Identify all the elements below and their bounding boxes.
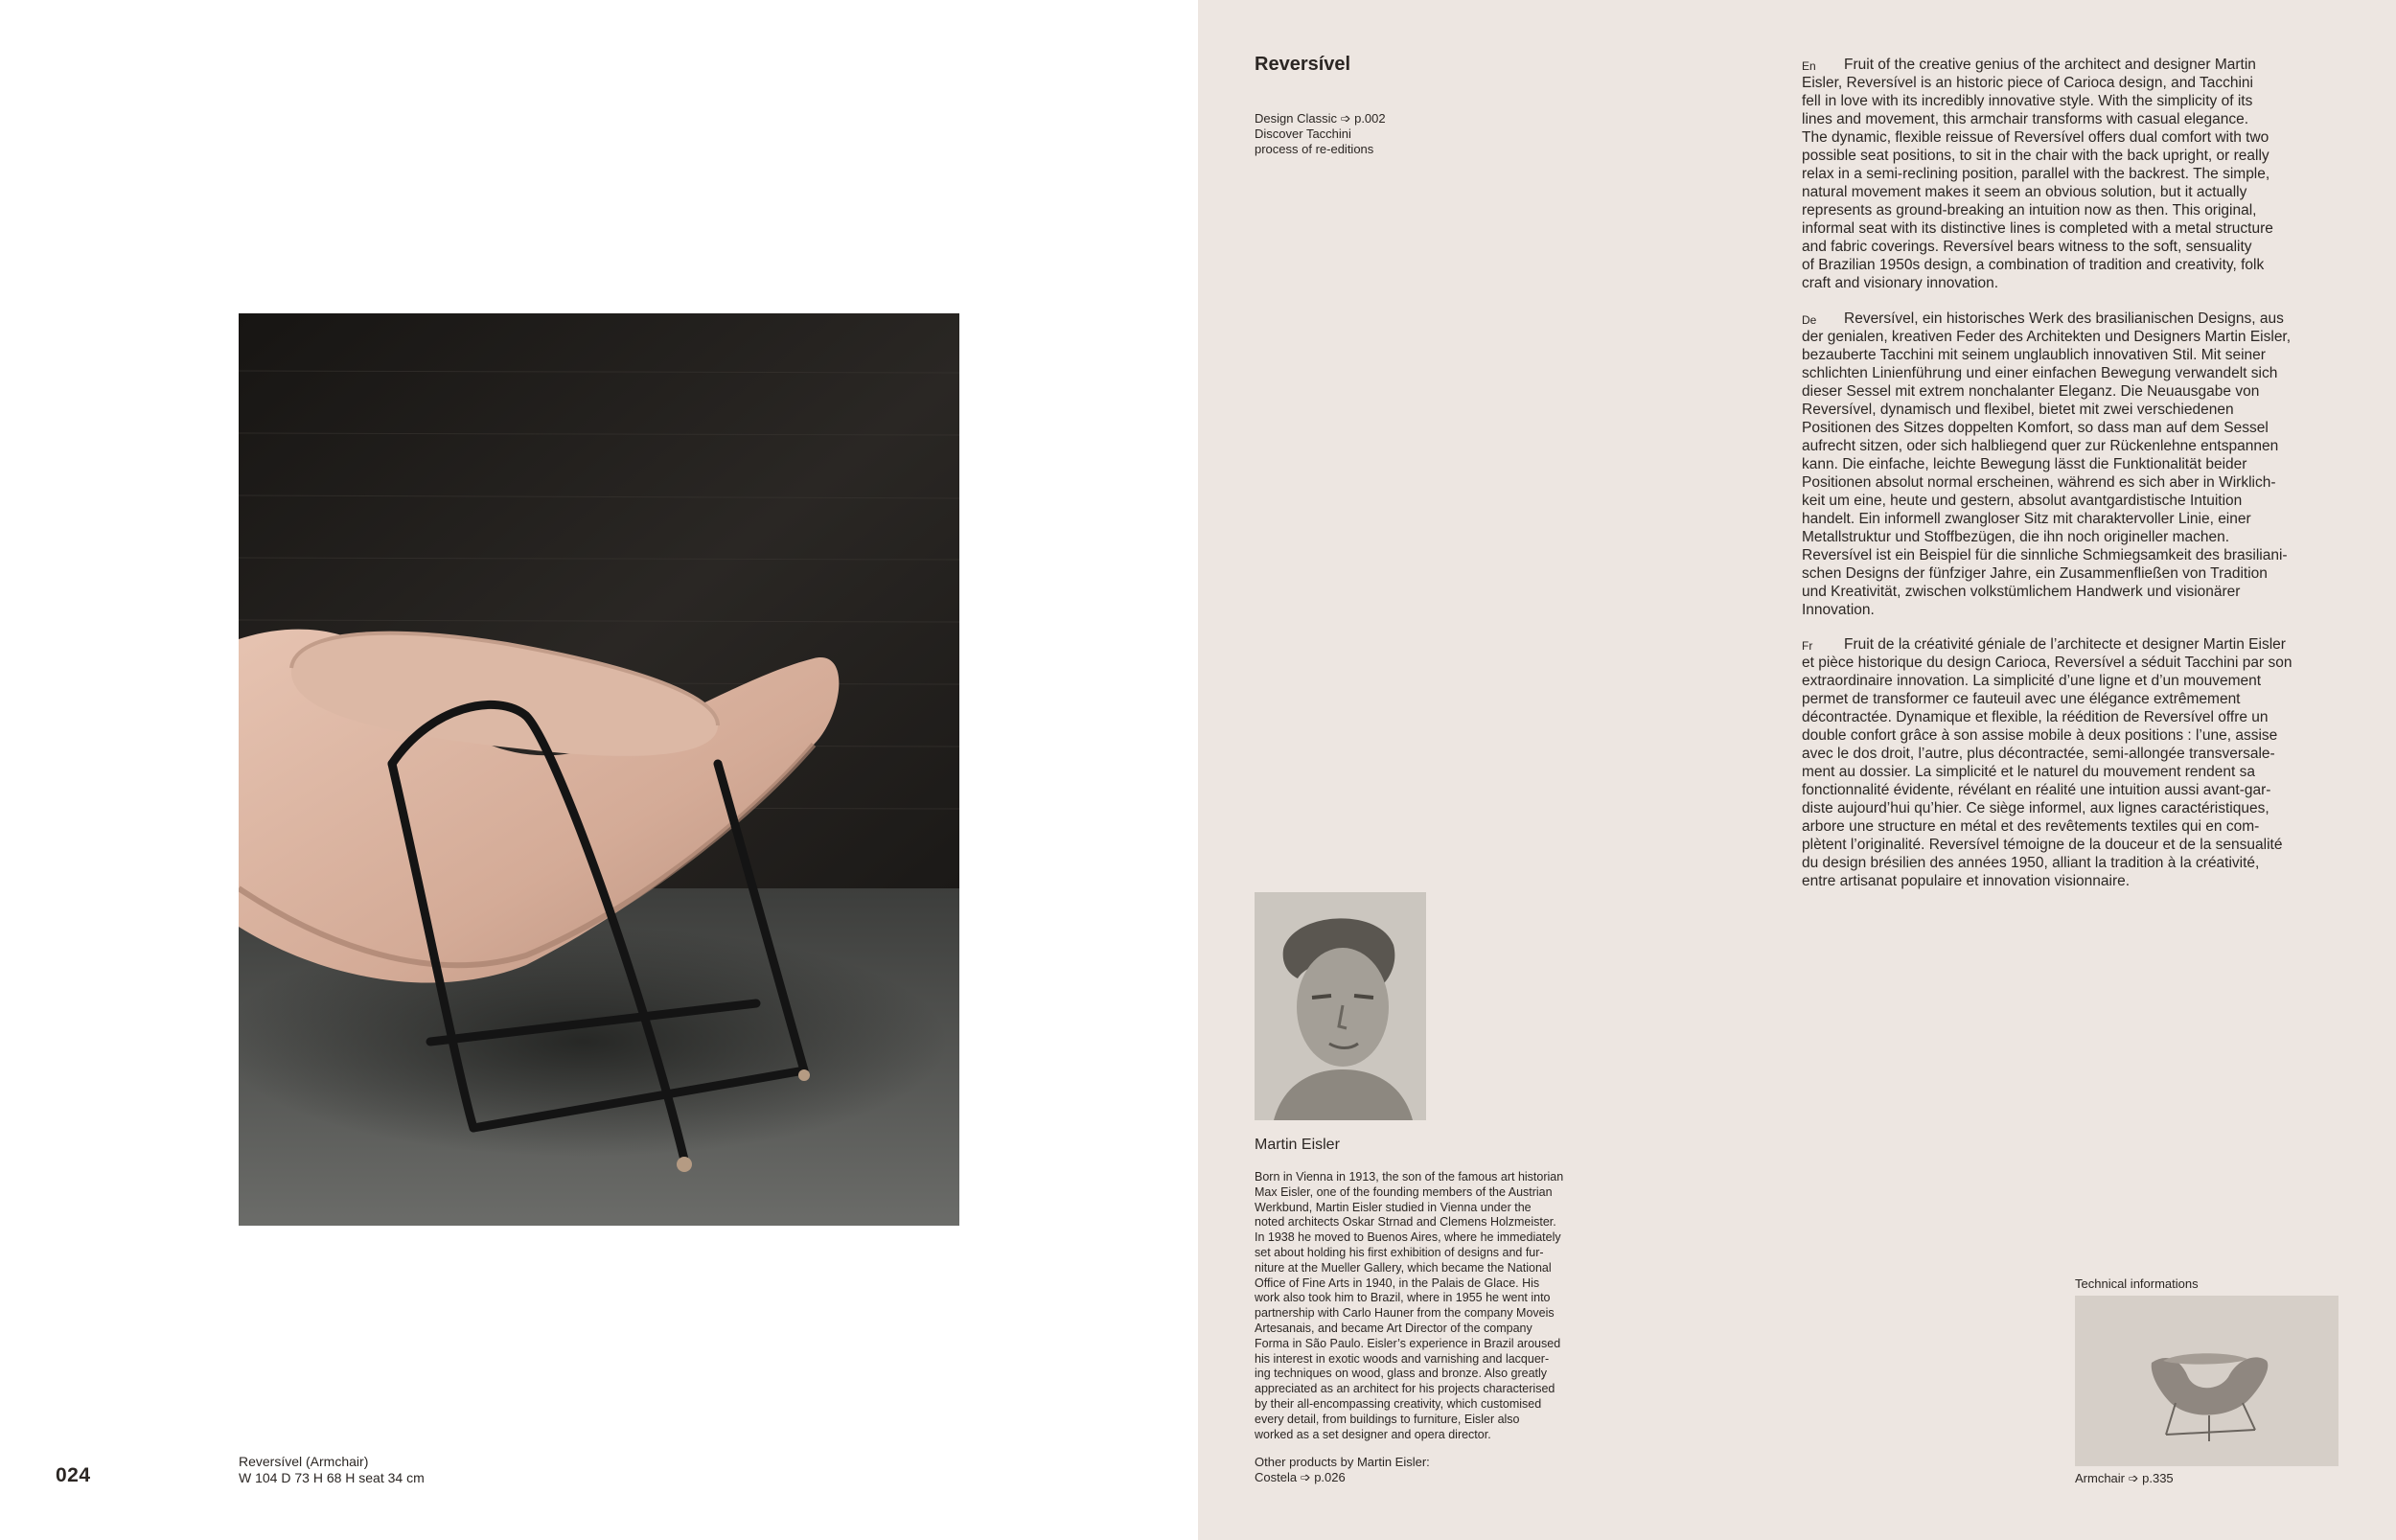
caption-title: Reversível (Armchair): [239, 1454, 369, 1469]
language-label-en: En: [1802, 59, 1816, 73]
designer-name: Martin Eisler: [1255, 1137, 1340, 1153]
technical-info-label: Technical informations: [2075, 1276, 2199, 1291]
armchair-link[interactable]: Armchair ➩ p.335: [2075, 1471, 2174, 1485]
english-description: [1802, 56, 2338, 292]
language-label-fr: Fr: [1802, 639, 1813, 653]
other-products-label: Other products by Martin Eisler:: [1255, 1455, 1430, 1469]
armchair-photo: [239, 313, 959, 1226]
german-text: Reversível, ein historisches Werk des brasilianischen Designs, aus der genialen, kreativen Feder des Architekten und Designers Martin Eisler, bezauberte Tacchini mit seinem unglaublich innovativen Stil. Mit seiner schlichten Linienführung und einer einfachen Bewegung verwandelt sich dieser Sessel mit extrem nonchalanter Eleganz. Die Neuausgabe von Reversível, dynamisch und flexibel, bietet mit zwei verschiedenen Positionen des Sitzes doppelten Komfort, so dass man auf dem Sessel aufrecht sitzen, oder sich halbliegend quer zur Rückenlehne entspannen kann. Die einfache, leichte Bewegung lässt die Funktionalität beider Positionen absolut normal erscheinen, während es sich aber in Wirklich- keit um eine, heute und gestern, absolut avantgardistische Intuition handelt. Ein informell zwangloser Sitz mit charaktervoller Linie, einer Metallstruktur und Stoffbezügen, die ihn noch origineller machen. Reversível ist ein Beispiel für die sinnliche Schmiegsamkeit des brasiliani- schen Designs der fünfziger Jahre, ein Zusammenfließen von Tradition und Kreativität, zwischen volkstümlichem Handwerk und visionärer Innovation.: [1802, 310, 2292, 618]
product-title: Reversível: [1255, 54, 1351, 75]
reference-links: [1255, 111, 1386, 157]
other-products: [1255, 1455, 1430, 1485]
discover-line-2: process of re-editions: [1255, 142, 1374, 156]
german-description: [1802, 310, 2338, 619]
design-classic-link[interactable]: Design Classic ➩ p.002: [1255, 111, 1386, 126]
costela-link[interactable]: Costela ➩ p.026: [1255, 1470, 1346, 1484]
english-text: Fruit of the creative genius of the architect and designer Martin Eisler, Reversível is an historic piece of Carioca design, and Tacchini fell in love with its incredibly innovative style. With the simplicity of its lines and movement, this armchair transforms with casual elegance. The dynamic, flexible reissue of Reversível offers dual comfort with two possible seat positions, to sit in the chair with the back upright, or really relax in a semi-reclining position, parallel with the backrest. The simple, natural movement makes it seem an obvious solution, but it actually represents as ground-breaking an intuition now as then. This original, informal seat with its distinctive lines is completed with a metal structure and fabric coverings. Reversível bears witness to the soft, sensuality of Brazilian 1950s design, a combination of tradition and creativity, folk craft and visionary innovation.: [1802, 57, 2273, 291]
caption-dimensions: W 104 D 73 H 68 H seat 34 cm: [239, 1470, 425, 1485]
french-text: Fruit de la créativité géniale de l’architecte et designer Martin Eisler et pièce historique du design Carioca, Reversível a séduit Tacchini par son extraordinaire innovation. La simplicité d’une ligne et d’un mouvement permet de transformer ce fauteuil avec une élégance extrêmement décontractée. Dynamique et flexible, la réédition de Reversível offre un double confort grâce à son assise mobile à deux positions : l’une, assise avec le dos droit, l’autre, plus décontractée, semi-allongée transversale- ment au dossier. La simplicité et le naturel du mouvement rendent sa fonctionnalité évidente, révélant en réalité une intuition aussi avant-gar- diste aujourd’hui qu’hier. Ce siège informel, aux lignes caractéristiques, arbore une structure en métal et des revêtements textiles qui en com- plètent l’originalité. Reversível témoigne de la douceur et de la sensualité du design brésilien des années 1950, alliant la tradition à la créativité, entre artisanat populaire et innovation visionnaire.: [1802, 636, 2292, 889]
photo-caption: [239, 1454, 425, 1486]
discover-tacchini-link[interactable]: [1255, 126, 1386, 157]
discover-line-1: Discover Tacchini: [1255, 126, 1351, 141]
french-description: [1802, 635, 2338, 890]
page-number: 024: [56, 1464, 91, 1486]
armchair-thumbnail[interactable]: [2075, 1296, 2338, 1466]
language-label-de: De: [1802, 313, 1817, 327]
designer-portrait: [1255, 892, 1426, 1120]
designer-bio: Born in Vienna in 1913, the son of the famous art historian Max Eisler, one of the founding members of the Austrian Werkbund, Martin Eisler studied in Vienna under the noted architects Oskar Strnad and Clemens Holzmeister. In 1938 he moved to Buenos Aires, where he immediately set about holding his first exhibition of designs and fur- niture at the Mueller Gallery, which became the National Office of Fine Arts in 1940, in the Palais de Glace. His work also took him to Brazil, where in 1955 he went into partnership with Carlo Hauner from the company Moveis Artesanais, and became Art Director of the company Forma in São Paulo. Eisler’s experience in Brazil aroused his interest in exotic woods and varnishing and lacquer- ing techniques on wood, glass and bronze. Also greatly appreciated as an architect for his projects characterised by their all-encompassing creativity, which customised every detail, from buildings to furniture, Eisler also worked as a set designer and opera director.: [1255, 1170, 1564, 1441]
